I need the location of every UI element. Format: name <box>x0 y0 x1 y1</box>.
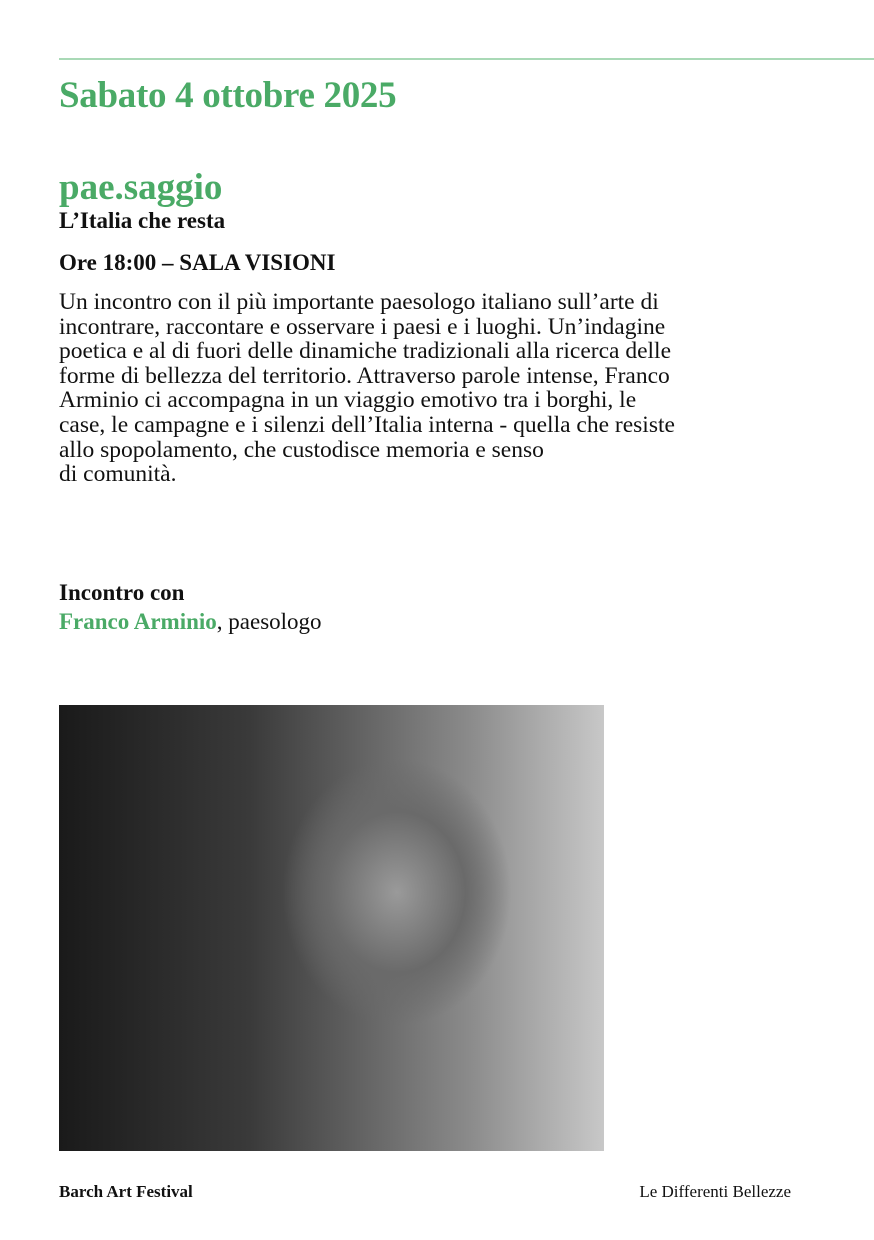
footer-festival-name: Barch Art Festival <box>59 1182 193 1201</box>
meeting-label: Incontro con <box>59 580 185 605</box>
event-description <box>59 290 819 487</box>
description-line: forme di bellezza del territorio. Attraverso parole intense, Franco <box>59 362 670 389</box>
footer-tagline: Le Differenti Bellezze <box>639 1182 791 1201</box>
event-series-title: pae.saggio <box>59 167 223 208</box>
description-line: incontrare, raccontare e osservare i paesi e i luoghi. Un’indagine <box>59 313 666 340</box>
description-line: Un incontro con il più importante paesologo italiano sull’arte di <box>59 289 659 315</box>
guest-name: Franco Arminio <box>59 609 217 634</box>
description-line: poetica e al di fuori delle dinamiche tradizionali alla ricerca delle <box>59 338 671 365</box>
guest-role: , paesologo <box>216 609 322 634</box>
guest-photo <box>59 705 604 1151</box>
event-subtitle: L’Italia che resta <box>59 208 226 233</box>
guest-info <box>59 578 322 636</box>
description-line: allo spopolamento, che custodisce memoria e senso <box>59 436 544 463</box>
description-line: Arminio ci accompagna in un viaggio emotivo tra i borghi, le <box>59 387 637 414</box>
event-date: Sabato 4 ottobre 2025 <box>59 75 397 116</box>
description-line: di comunità. <box>59 461 177 488</box>
event-time-venue: Ore 18:00 – SALA VISIONI <box>59 250 336 275</box>
top-divider <box>59 58 874 60</box>
description-line: case, le campagne e i silenzi dell’Italia interna - quella che resiste <box>59 411 675 438</box>
